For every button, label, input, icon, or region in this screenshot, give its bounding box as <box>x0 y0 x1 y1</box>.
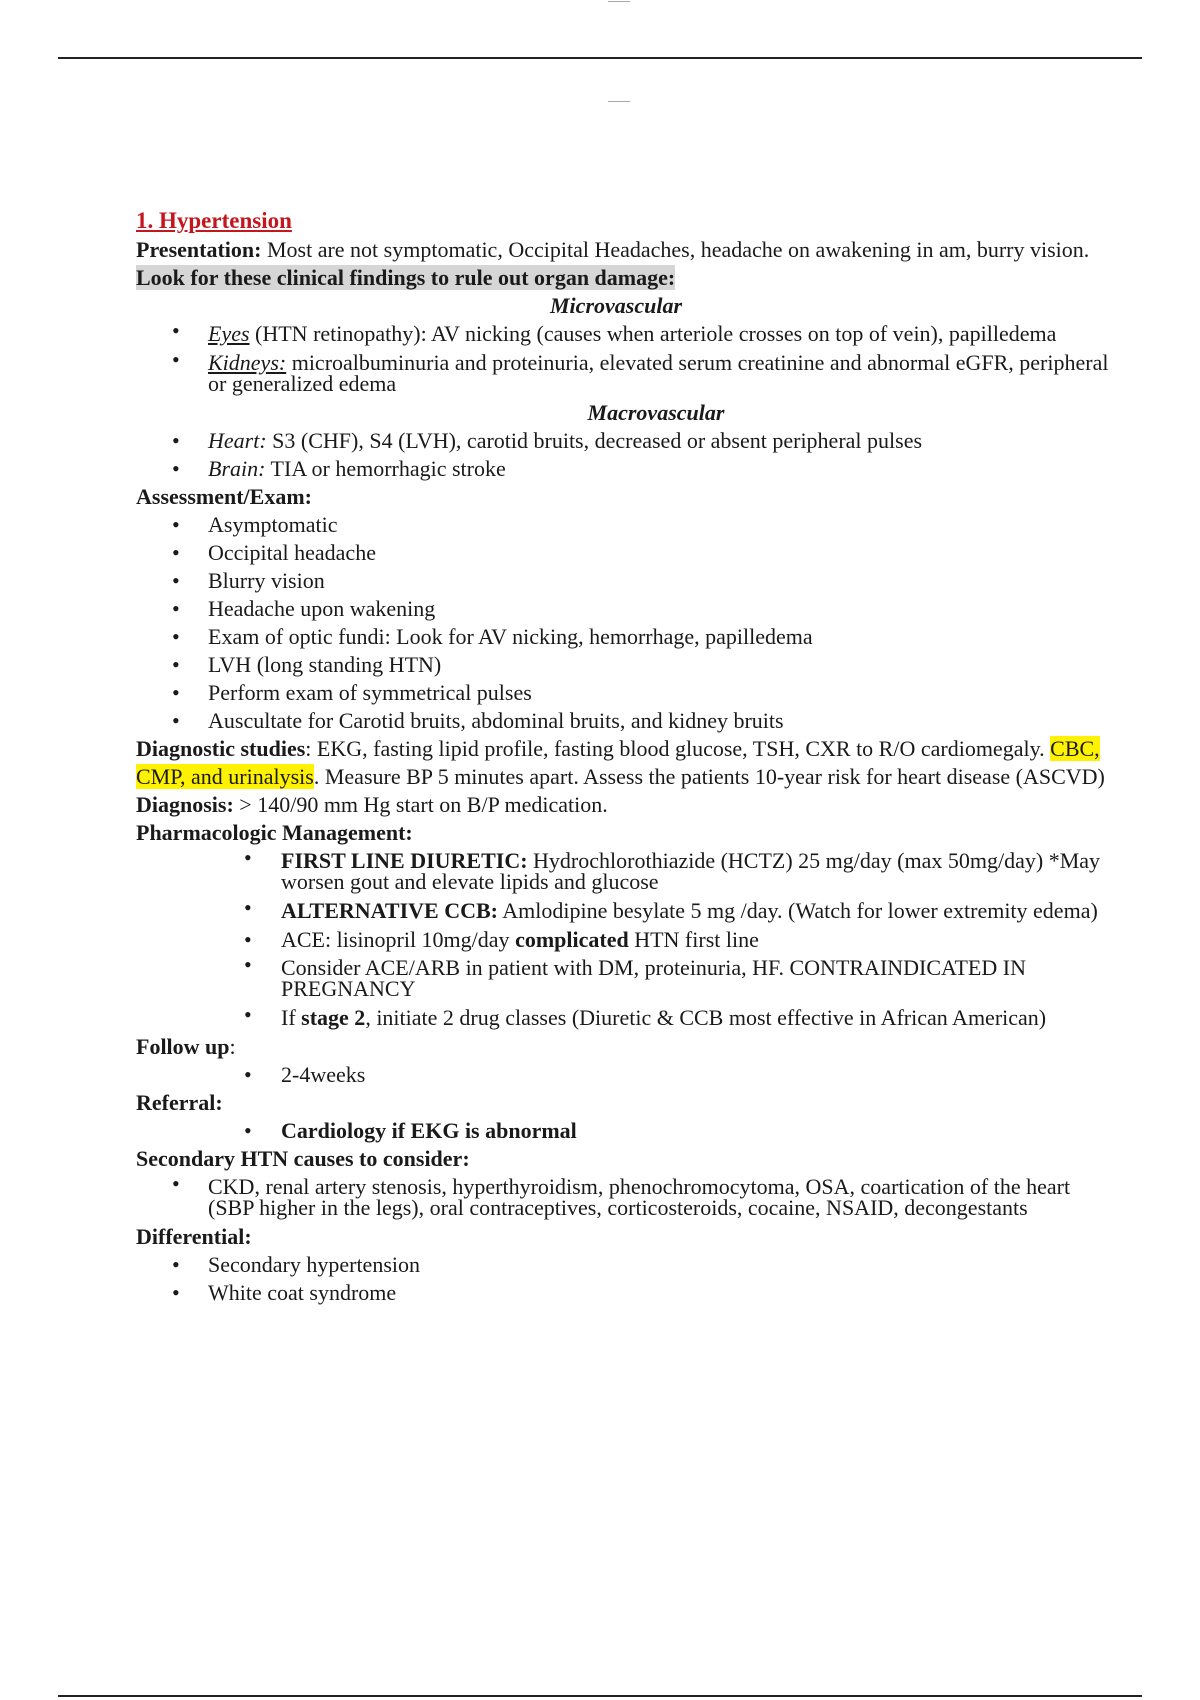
assessment-list <box>136 511 1116 735</box>
list-item: • Eyes (HTN retinopathy): AV nicking (causes when arteriole crosses on top of vein), papilledema <box>136 320 1116 349</box>
list-item: • Perform exam of symmetrical pulses <box>136 679 1116 707</box>
list-item: • White coat syndrome <box>136 1279 1116 1307</box>
presentation-text: Most are not symptomatic, Occipital Headaches, headache on awakening in am, burry vision. <box>261 237 1090 262</box>
header-mark <box>608 101 630 102</box>
differential-label: Differential: <box>136 1224 252 1249</box>
list-item: • Brain: TIA or hemorrhagic stroke <box>136 455 1116 483</box>
list-item: • LVH (long standing HTN) <box>136 651 1116 679</box>
followup-label: Follow up: <box>136 1034 236 1059</box>
microvascular-title: Microvascular <box>550 293 682 318</box>
macrovascular-title: Macrovascular <box>587 400 725 425</box>
assessment-label: Assessment/Exam: <box>136 484 312 509</box>
list-item: • If stage 2, initiate 2 drug classes (Diuretic & CCB most effective in African American) <box>136 1004 1116 1033</box>
list-item: • Auscultate for Carotid bruits, abdominal bruits, and kidney bruits <box>136 707 1116 735</box>
list-item: • FIRST LINE DIURETIC: Hydrochlorothiazide (HCTZ) 25 mg/day (max 50mg/day) *May worsen gout and elevate lipids and glucose <box>136 847 1116 897</box>
followup-list <box>136 1061 1116 1089</box>
list-item: • 2-4weeks <box>136 1061 1116 1089</box>
list-item: • Heart: S3 (CHF), S4 (LVH), carotid bruits, decreased or absent peripheral pulses <box>136 427 1116 455</box>
diagnosis-label: Diagnosis: <box>136 792 234 817</box>
diagnostic-paragraph: Diagnostic studies: EKG, fasting lipid profile, fasting blood glucose, TSH, CXR to R/O cardiomegaly. CBC, CMP, and urinalysis. Measure BP 5 minutes apart. Assess the patients 10-year risk for heart disease (ASCVD) <box>136 736 1105 789</box>
header-rule <box>58 57 1142 59</box>
list-item: • Occipital headache <box>136 539 1116 567</box>
section-title: 1. Hypertension <box>136 208 292 233</box>
list-item: • Asymptomatic <box>136 511 1116 539</box>
list-item: • Kidneys: microalbuminuria and proteinuria, elevated serum creatinine and abnormal eGFR, peripheral or generalized edema <box>136 349 1116 399</box>
pharm-list <box>136 847 1116 1033</box>
list-item: • Exam of optic fundi: Look for AV nicking, hemorrhage, papilledema <box>136 623 1116 651</box>
presentation-label: Presentation: <box>136 237 262 262</box>
referral-label: Referral: <box>136 1090 223 1115</box>
list-item: • Cardiology if EKG is abnormal <box>136 1117 1116 1145</box>
list-item: • Secondary hypertension <box>136 1251 1116 1279</box>
list-item: • Blurry vision <box>136 567 1116 595</box>
referral-list <box>136 1117 1116 1145</box>
list-item: • CKD, renal artery stenosis, hyperthyroidism, phenochromocytoma, OSA, coartication of the heart (SBP higher in the legs), oral contraceptives, corticosteroids, cocaine, NSAID, decongestants <box>136 1173 1116 1223</box>
presentation-paragraph <box>136 236 1116 264</box>
list-item: • ACE: lisinopril 10mg/day complicated HTN first line <box>136 926 1116 954</box>
diagnostic-label: Diagnostic studies <box>136 736 306 761</box>
secondary-label: Secondary HTN causes to consider: <box>136 1146 470 1171</box>
list-item: • Consider ACE/ARB in patient with DM, proteinuria, HF. CONTRAINDICATED IN PREGNANCY <box>136 954 1116 1004</box>
document-body <box>136 206 1116 1307</box>
pharm-label: Pharmacologic Management: <box>136 820 413 845</box>
microvascular-list <box>136 320 1116 399</box>
secondary-list <box>136 1173 1116 1223</box>
highlighted-labs: CBC, CMP, and urinalysis <box>136 736 1100 789</box>
diagnosis-paragraph: Diagnosis: > 140/90 mm Hg start on B/P medication. <box>136 792 608 817</box>
page-top-mark <box>608 1 630 2</box>
list-item: • Headache upon wakening <box>136 595 1116 623</box>
list-item: • ALTERNATIVE CCB: Amlodipine besylate 5 mg /day. (Watch for lower extremity edema) <box>136 897 1116 926</box>
organ-damage-heading: Look for these clinical findings to rule out organ damage: <box>136 265 676 290</box>
footer-rule <box>58 1695 1142 1697</box>
differential-list <box>136 1251 1116 1307</box>
macrovascular-list <box>136 427 1116 483</box>
